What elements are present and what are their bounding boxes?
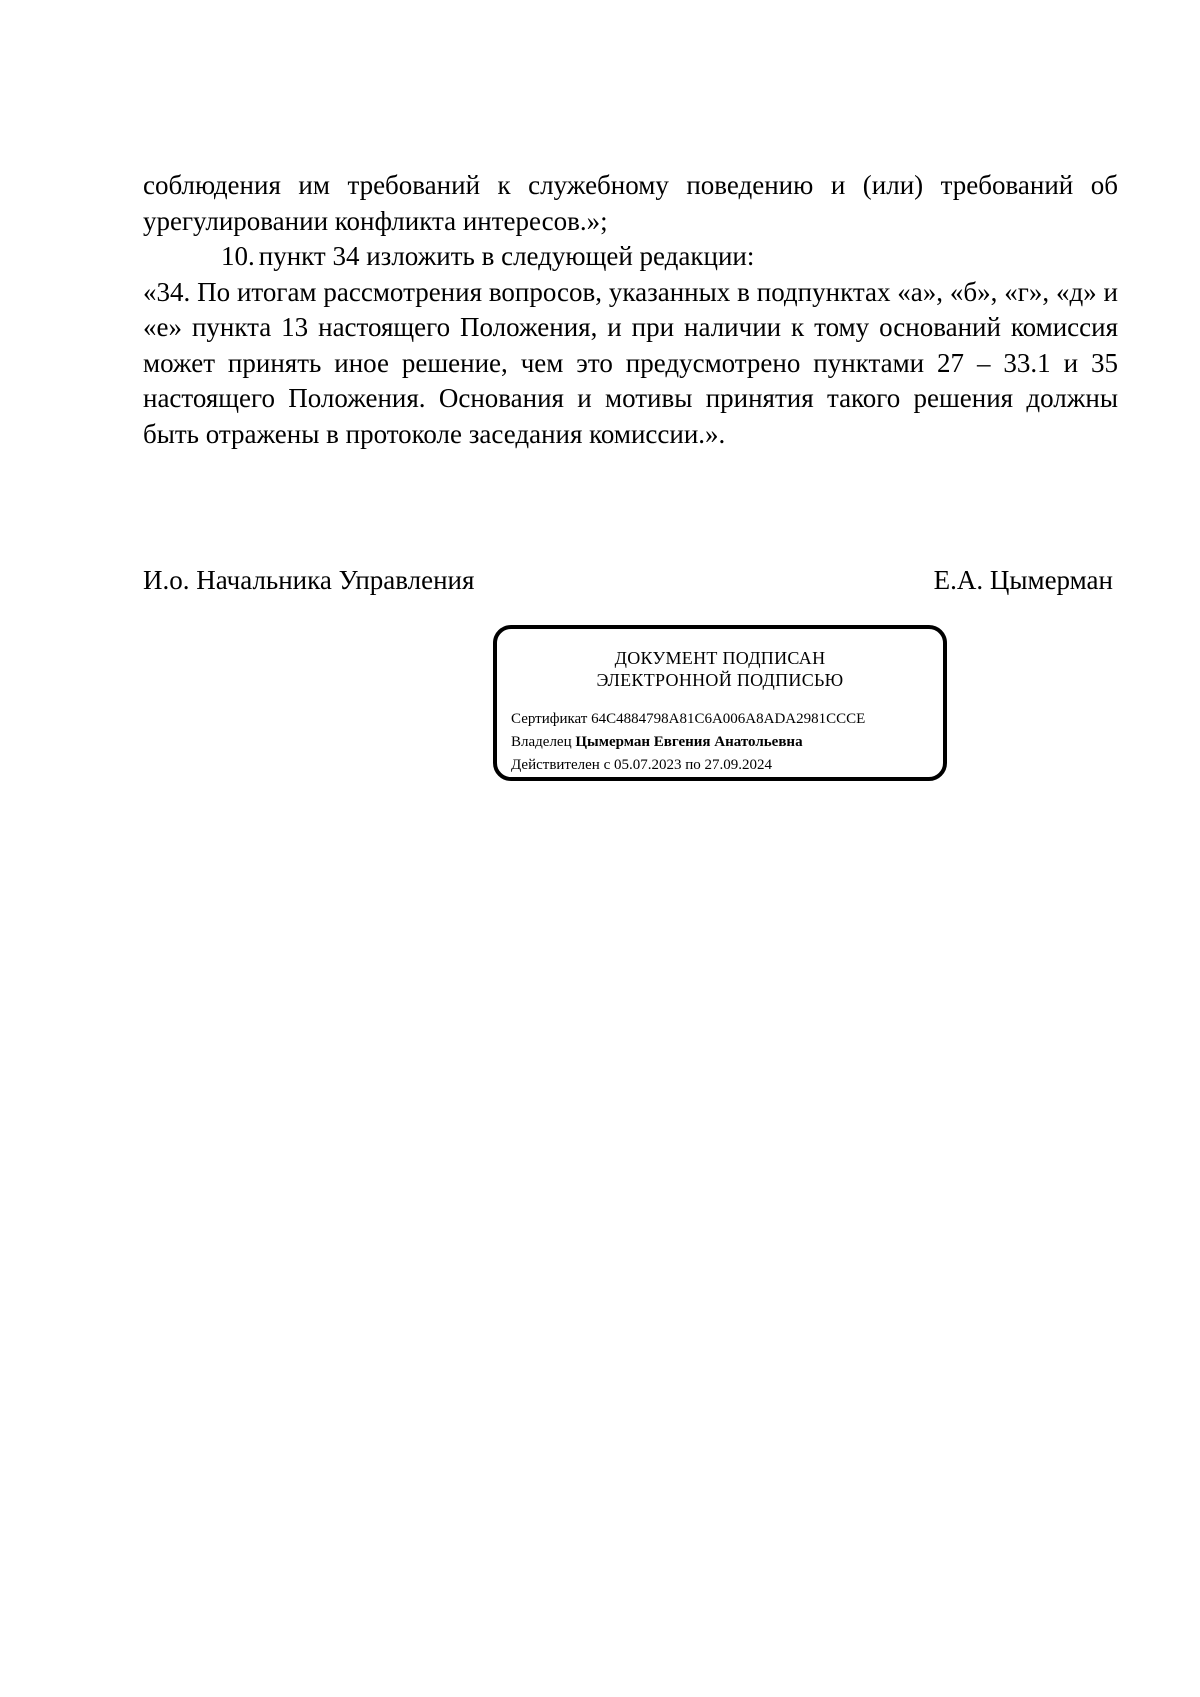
valid-from-prefix: с bbox=[603, 757, 611, 773]
certificate-label: Сертификат bbox=[511, 711, 588, 727]
paragraph-quoted-34: «34. По итогам рассмотрения вопросов, указанных в подпунктах «а», «б», «г», «д» и «е» пункта 13 настоящего Положения, и при наличии к тому оснований комиссия может принять иное решение, чем это предусмотрено пунктами 27 – 33.1 и 35 настоящего Положения. Основания и мотивы принятия такого решения должны быть отражены в протоколе заседания комиссии.». bbox=[143, 276, 1118, 449]
signature-row bbox=[143, 563, 1113, 598]
item-number: 10. bbox=[221, 241, 255, 271]
signatory-name: Е.А. Цымерман bbox=[933, 565, 1113, 595]
owner-label: Владелец bbox=[511, 734, 572, 750]
stamp-certificate-line bbox=[511, 708, 865, 731]
stamp-details bbox=[511, 708, 865, 777]
stamp-title-line2: ЭЛЕКТРОННОЙ ПОДПИСЬЮ bbox=[596, 670, 844, 690]
stamp-validity-line bbox=[511, 754, 865, 777]
item-text: пункт 34 изложить в следующей редакции: bbox=[258, 241, 755, 271]
document-body bbox=[143, 168, 1118, 452]
stamp-owner-line bbox=[511, 731, 865, 754]
signatory-position: И.о. Начальника Управления bbox=[143, 565, 475, 595]
owner-value: Цымерман Евгения Анатольевна bbox=[575, 734, 803, 750]
stamp-title bbox=[497, 647, 943, 691]
paragraph-continuation: соблюдения им требований к служебному поведению и (или) требований об урегулировании конфликта интересов.»; bbox=[143, 170, 1118, 236]
valid-to: 27.09.2024 bbox=[704, 757, 773, 773]
valid-label: Действителен bbox=[511, 757, 600, 773]
paragraph-item-10 bbox=[143, 239, 1118, 275]
stamp-title-line1: ДОКУМЕНТ ПОДПИСАН bbox=[614, 648, 826, 668]
valid-to-prefix: по bbox=[685, 757, 701, 773]
certificate-value: 64C4884798A81C6A006A8ADA2981CCCE bbox=[591, 711, 866, 727]
valid-from: 05.07.2023 bbox=[613, 757, 682, 773]
electronic-signature-stamp bbox=[493, 625, 947, 781]
